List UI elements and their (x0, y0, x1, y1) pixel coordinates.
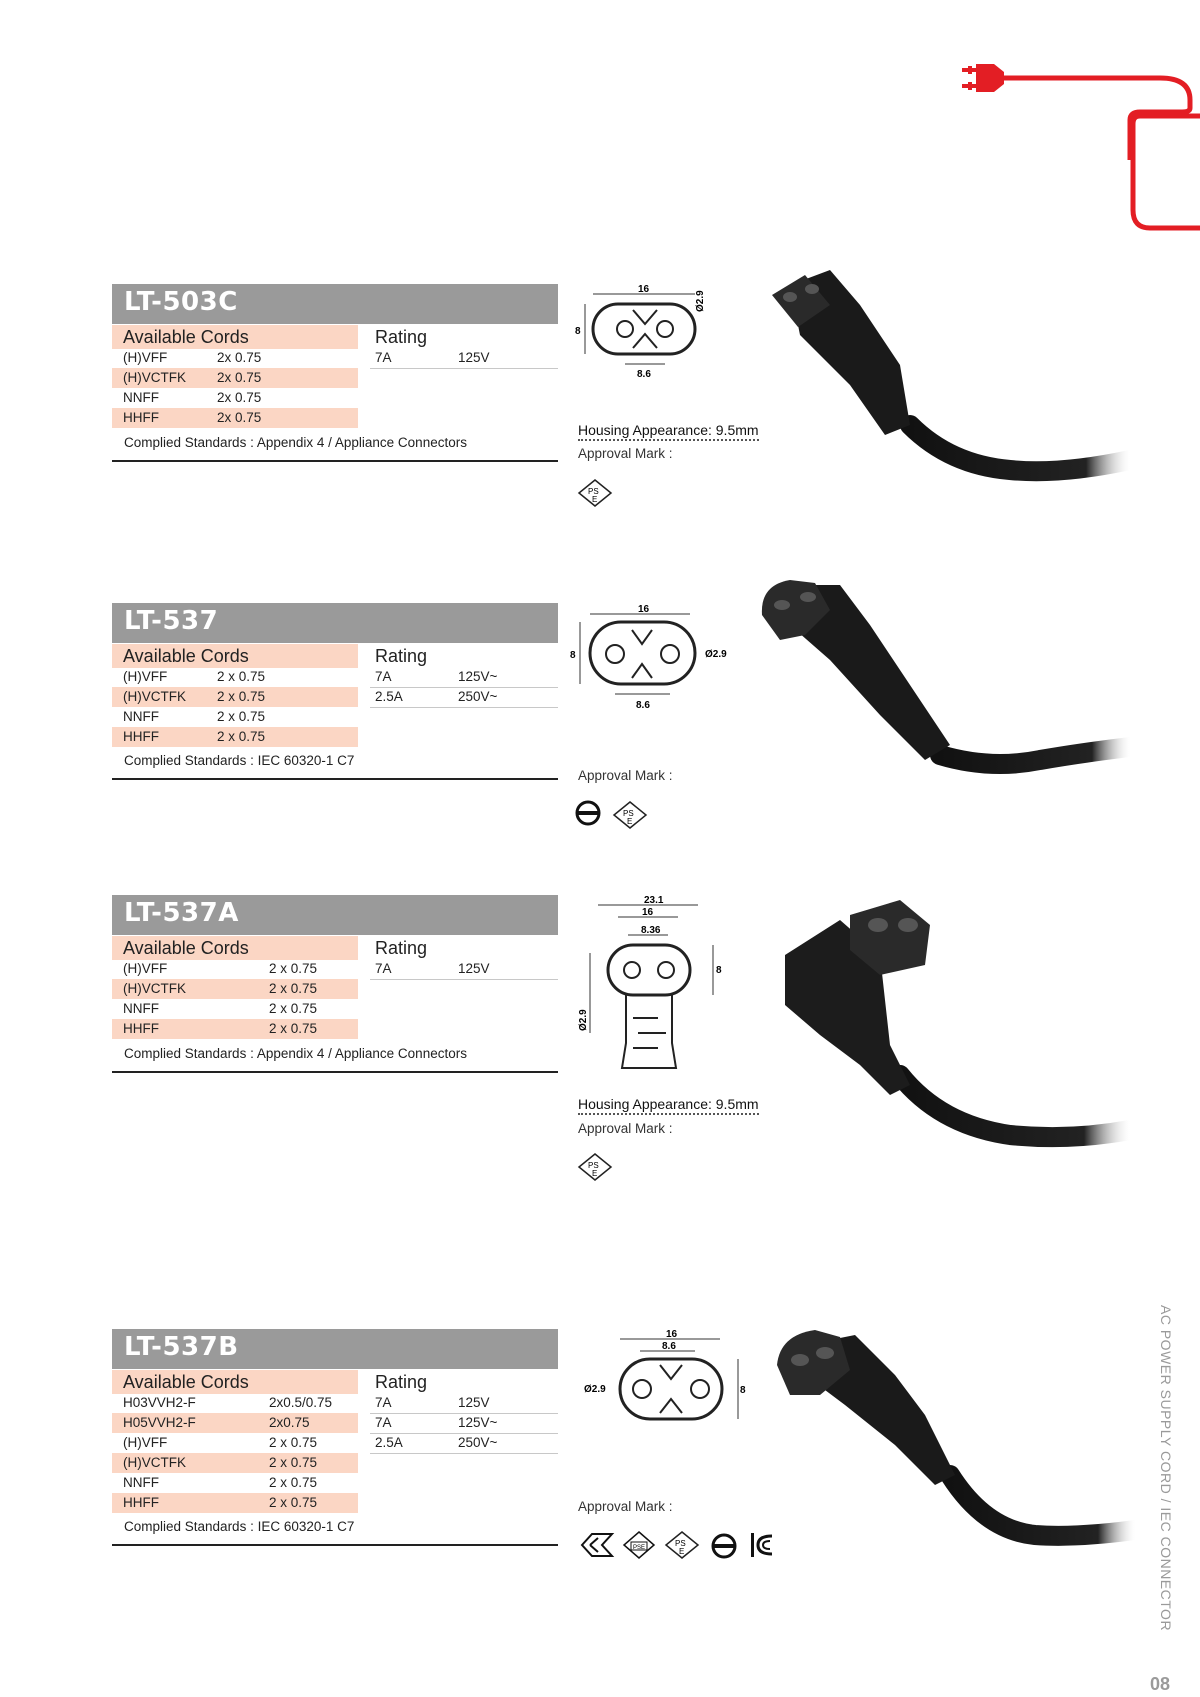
svg-text:8: 8 (740, 1385, 746, 1396)
connector-dimension-drawing (578, 893, 738, 1083)
svg-text:Ø2.9: Ø2.9 (584, 1384, 606, 1395)
connector-dimension-drawing (570, 600, 740, 720)
product-title-bar (112, 1329, 558, 1369)
connector-photo (760, 575, 1140, 785)
svg-text:8: 8 (575, 326, 581, 337)
connector-dimension-drawing (580, 1325, 755, 1440)
page-number: 08 (1150, 1674, 1171, 1694)
cord-row: HHFF 2 x 0.75 (112, 727, 358, 747)
svg-text:16: 16 (638, 604, 650, 615)
cords-header-label: Available Cords (123, 327, 249, 347)
svg-text:PS: PS (588, 1161, 599, 1170)
svg-text:PS: PS (675, 1539, 686, 1548)
svg-text:E: E (592, 495, 598, 504)
svg-text:PSE: PSE (633, 1545, 646, 1551)
svg-text:Ø2.9: Ø2.9 (695, 290, 706, 312)
product-title-bar (112, 603, 558, 643)
cords-header-label: Available Cords (123, 938, 249, 958)
bsmi-mark-icon (575, 800, 601, 826)
svg-text:8.6: 8.6 (662, 1341, 676, 1352)
rating-row: 2.5A 250V~ (370, 1433, 558, 1454)
cord-row: NNFF 2 x 0.75 (123, 709, 266, 724)
rating-row: 7A 125V (370, 959, 558, 980)
svg-text:PS: PS (588, 487, 599, 496)
cord-row: HHFF 2 x 0.75 (112, 1493, 358, 1513)
approval-label: Approval Mark : (578, 1121, 673, 1136)
cord-row: H03VVH2-F 2x0.5/0.75 (123, 1395, 333, 1410)
divider (112, 778, 558, 780)
standards-text: Complied Standards : IEC 60320-1 C7 (124, 753, 355, 768)
svg-text:E: E (679, 1547, 685, 1556)
housing-appearance: Housing Appearance: 9.5mm (578, 422, 759, 441)
approval-label: Approval Mark : (578, 446, 673, 461)
rating-row: 7A 125V~ (370, 1413, 558, 1434)
rating-header: Rating (375, 327, 428, 347)
cord-row: (H)VFF 2 x 0.75 (123, 669, 266, 684)
cord-row: (H)VFF 2x 0.75 (123, 350, 262, 365)
rating-row: 7A 125V (370, 348, 558, 369)
cord-row: (H)VFF 2 x 0.75 (123, 961, 318, 976)
pse-mark-icon (577, 1152, 613, 1182)
connector-photo (780, 895, 1140, 1155)
connector-photo (775, 1325, 1140, 1555)
standards-text: Complied Standards : IEC 60320-1 C7 (124, 1519, 355, 1534)
standards-text: Complied Standards : Appendix 4 / Appliance Connectors (124, 1046, 467, 1061)
svg-text:16: 16 (638, 284, 650, 295)
svg-text:PS: PS (623, 809, 634, 818)
svg-text:8: 8 (570, 650, 576, 661)
rating-row: 2.5A 250V~ (370, 687, 558, 708)
svg-text:8.6: 8.6 (636, 700, 650, 711)
rating-header: Rating (375, 938, 428, 958)
cord-row: H05VVH2-F 2x0.75 (112, 1413, 358, 1433)
svg-text:E: E (627, 817, 633, 826)
cord-row: HHFF 2 x 0.75 (112, 1019, 358, 1039)
svg-text:8: 8 (716, 965, 722, 976)
side-section-label (1152, 1305, 1176, 1632)
standards-text: Complied Standards : Appendix 4 / Appliance Connectors (124, 435, 467, 450)
kc-mark-icon (748, 1530, 776, 1560)
svg-text:Ø2.9: Ø2.9 (705, 649, 727, 660)
cords-header-label: Available Cords (123, 646, 249, 666)
cord-row: (H)VCTFK 2 x 0.75 (112, 687, 358, 707)
svg-text:8.36: 8.36 (641, 925, 661, 936)
rating-header: Rating (375, 1372, 428, 1392)
svg-text:16: 16 (666, 1329, 678, 1340)
cords-header (112, 936, 358, 960)
pse-diamond-mark-icon (622, 1530, 656, 1560)
product-title-bar (112, 284, 558, 324)
pse-mark-icon (612, 800, 648, 830)
product-title: LT-503C (124, 287, 238, 317)
product-title: LT-537A (124, 898, 239, 928)
divider (112, 1071, 558, 1073)
pse-mark-icon (664, 1530, 700, 1560)
approval-label: Approval Mark : (578, 1499, 673, 1514)
connector-photo (760, 265, 1140, 495)
rating-row: 7A 125V~ (370, 667, 558, 688)
pse-mark-icon (577, 478, 613, 508)
cord-row: NNFF 2x 0.75 (123, 390, 262, 405)
cord-row: NNFF 2 x 0.75 (123, 1475, 318, 1490)
cords-header (112, 325, 358, 349)
bsmi-mark-icon (711, 1533, 737, 1559)
divider (112, 460, 558, 462)
connector-dimension-drawing (575, 282, 725, 392)
cords-header (112, 1370, 358, 1394)
svg-text:16: 16 (642, 907, 654, 918)
cords-header-label: Available Cords (123, 1372, 249, 1392)
approval-label: Approval Mark : (578, 768, 673, 783)
ccc-mark-icon (578, 1530, 618, 1560)
svg-text:E: E (592, 1169, 598, 1178)
cord-row: HHFF 2x 0.75 (112, 408, 358, 428)
cord-row: (H)VCTFK 2x 0.75 (112, 368, 358, 388)
cord-row: (H)VCTFK 2 x 0.75 (112, 979, 358, 999)
product-title: LT-537 (124, 606, 219, 636)
cord-row: (H)VCTFK 2 x 0.75 (112, 1453, 358, 1473)
rating-row: 7A 125V (370, 1393, 558, 1414)
red-plug-cord-icon (960, 60, 1200, 235)
side-label-text: AC POWER SUPPLY CORD / IEC CONNECTOR (1158, 1305, 1174, 1632)
cord-row: (H)VFF 2 x 0.75 (123, 1435, 318, 1450)
svg-text:8.6: 8.6 (637, 369, 651, 380)
svg-text:Ø2.9: Ø2.9 (578, 1009, 589, 1031)
product-title-bar (112, 895, 558, 935)
rating-header: Rating (375, 646, 428, 666)
housing-appearance: Housing Appearance: 9.5mm (578, 1096, 759, 1115)
cords-header (112, 644, 358, 668)
cord-row: NNFF 2 x 0.75 (123, 1001, 318, 1016)
divider (112, 1544, 558, 1546)
svg-text:23.1: 23.1 (644, 895, 664, 906)
product-title: LT-537B (124, 1332, 239, 1362)
